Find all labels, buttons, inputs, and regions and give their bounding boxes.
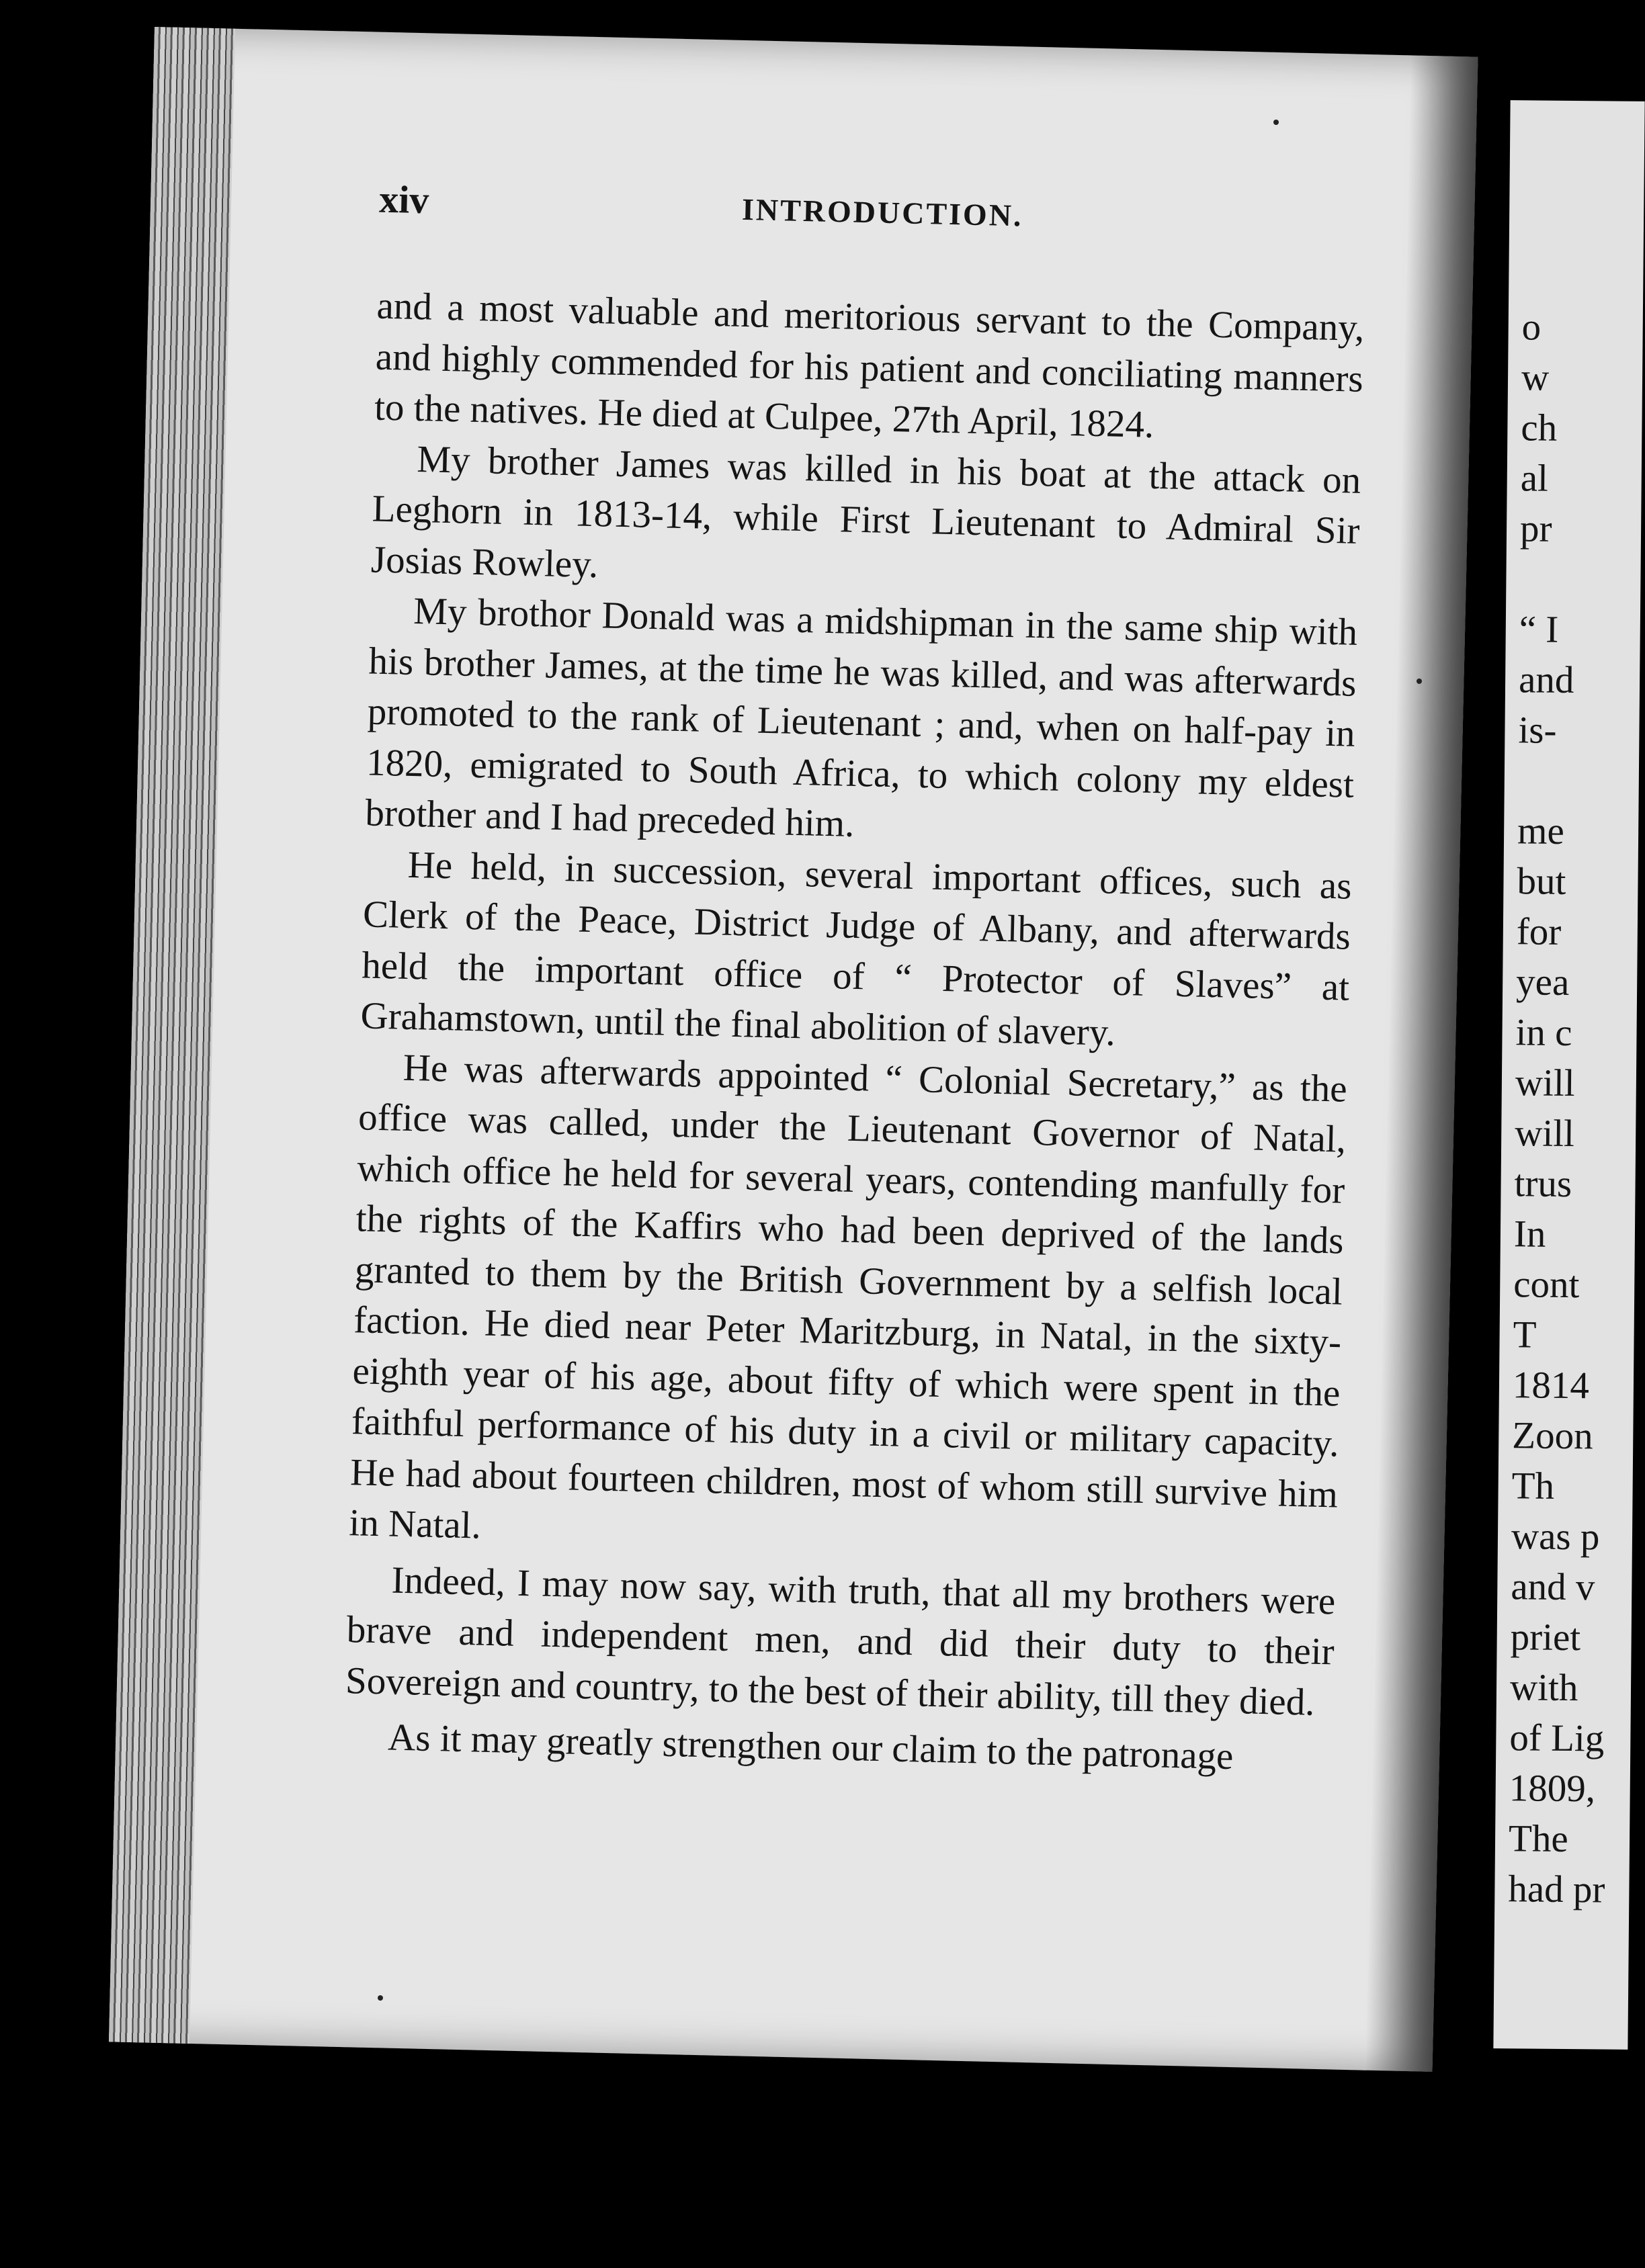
paragraph: He held, in succession, several important offices, such as Clerk of the Peace, District Judge of Albany, and afterwards held the important office of “ Protector of Slaves” at Grahamstown, until the final abolition of slavery. <box>360 843 1353 1054</box>
facing-line: 1814 <box>1512 1364 1590 1407</box>
facing-line: al <box>1520 457 1549 500</box>
facing-page-lines <box>1508 302 1619 1915</box>
facing-line: had pr <box>1508 1868 1605 1911</box>
facing-page-fragment <box>1493 100 1644 2050</box>
ink-speck <box>378 1995 383 2001</box>
facing-line: Th <box>1511 1465 1555 1508</box>
facing-line: will <box>1515 1061 1575 1105</box>
facing-line: in c <box>1515 1011 1572 1055</box>
facing-line: and v <box>1511 1565 1595 1609</box>
facing-line: “ I <box>1519 608 1559 651</box>
paragraph: He was afterwards appointed “ Colonial Secretary,” as the office was called, under the Lieutenant Governor of Natal, which office he held for several years, contending manfully for the rights of the Kaffirs who had been deprived of the lands granted to them by the British Government by a selfish local faction. He died near Peter Maritzburg, in Natal, in the sixty-eighth year of his age, about fifty of which were spent in the faithful performance of his duty in a civil or military capacity. He had about fourteen children, most of whom still survive him in Natal. <box>348 1046 1348 1547</box>
facing-line: but <box>1517 860 1566 903</box>
paragraph: My brothor Donald was a midshipman in the same ship with his brother James, at the time he was killed, and was afterwards promoted to the rank of Lieutenant ; and, when on half-pay in 1820, emigrated to South Africa, to which colony my eldest brother and I had preceded him. <box>364 589 1358 845</box>
paragraph: My brother James was killed in his boat at the attack on Leghorn in 1813-14, while First Lieutenant to Admiral Sir Josias Rowley. <box>370 437 1361 586</box>
page-edges <box>109 27 235 2044</box>
facing-line <box>1519 554 1617 605</box>
facing-line: cont <box>1513 1263 1580 1307</box>
facing-line: 1809, <box>1509 1767 1596 1811</box>
facing-line: will <box>1514 1112 1575 1155</box>
facing-line: and <box>1518 658 1574 702</box>
facing-line: In <box>1513 1213 1546 1256</box>
paragraph: and a most valuable and meritorious servant to the Company, and highly commended for his patient and conciliating manners to the natives. He died at Culpee, 27th April, 1824. <box>374 284 1365 446</box>
paragraph: Indeed, I may now say, with truth, that all my brothers were brave and independent men, and did their duty to their Sovereign and country, to the best of their ability, till they died. <box>345 1559 1336 1724</box>
facing-line: Zoon <box>1512 1414 1593 1458</box>
facing-line <box>1517 755 1615 806</box>
facing-line: was p <box>1511 1515 1600 1559</box>
facing-line: yea <box>1515 961 1570 1004</box>
body-text <box>343 281 1365 1784</box>
page-number: xiv <box>378 177 430 222</box>
ink-speck <box>1273 120 1279 125</box>
facing-line: trus <box>1514 1162 1572 1206</box>
facing-line: ch <box>1521 406 1558 449</box>
running-head: INTRODUCTION. <box>741 191 1024 233</box>
gutter-shadow <box>1365 55 1478 2071</box>
facing-line: for <box>1516 910 1562 953</box>
facing-line: w <box>1521 356 1550 399</box>
page-header <box>378 177 1401 267</box>
facing-line: priet <box>1510 1616 1581 1659</box>
facing-line: is- <box>1518 709 1557 752</box>
facing-line: o <box>1521 306 1542 349</box>
ink-speck <box>1417 679 1422 684</box>
facing-line: The <box>1508 1817 1568 1861</box>
facing-line: of Lig <box>1509 1716 1605 1760</box>
facing-line: T <box>1513 1313 1537 1356</box>
left-page <box>109 27 1478 2072</box>
facing-line: with <box>1509 1666 1578 1710</box>
facing-line: pr <box>1519 507 1552 550</box>
paragraph: As it may greatly strengthen our claim to the patronage <box>387 1716 1234 1778</box>
facing-line: me <box>1517 810 1565 853</box>
